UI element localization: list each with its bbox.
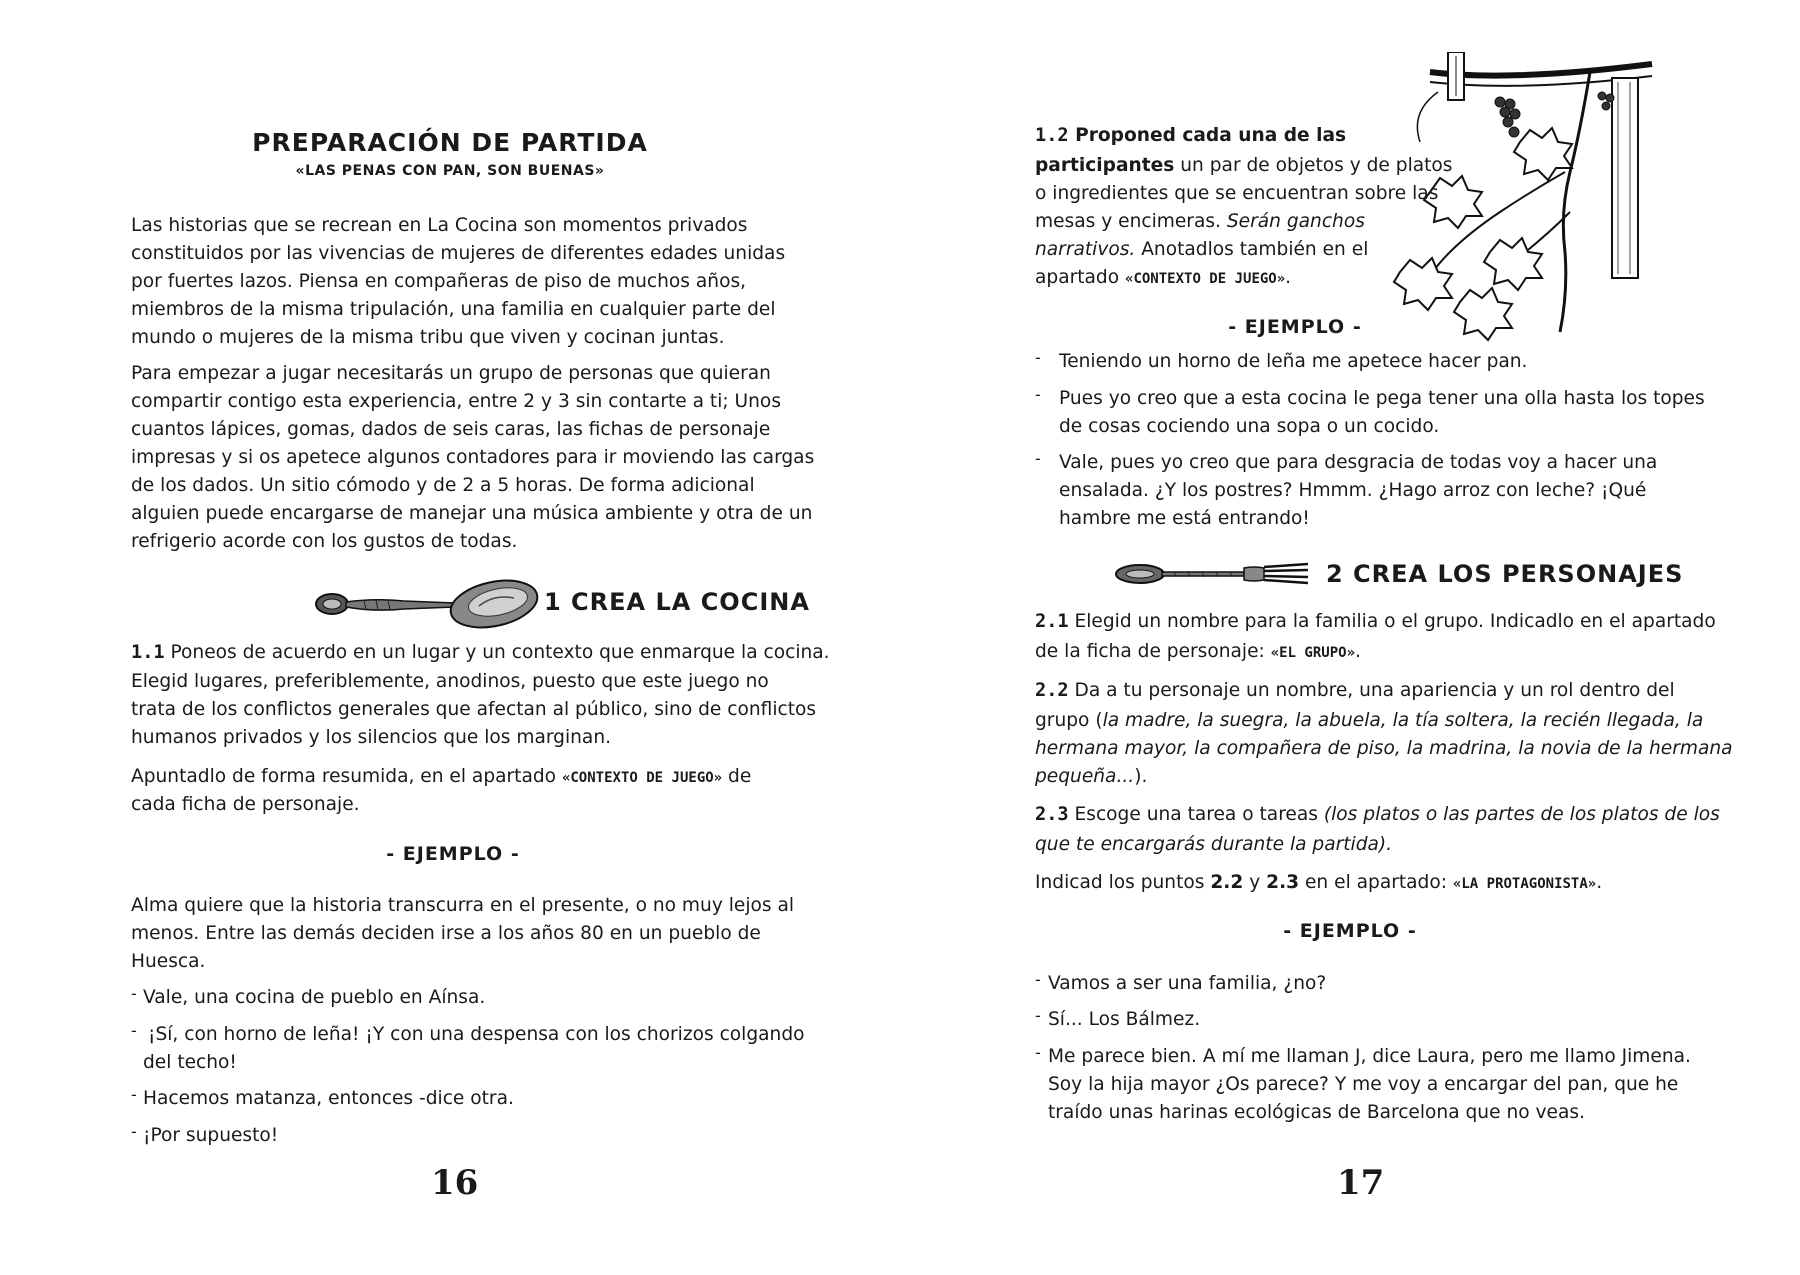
example-line: Pues yo creo que a esta cocina le pega tener una olla hasta los topes — [1059, 388, 1705, 409]
play-line: alguien puede encargarse de manejar una música ambiente y otra de un — [131, 503, 813, 524]
s23-line — [1035, 831, 1392, 859]
s23-italic-text: (los platos o las partes de los platos de los — [1323, 804, 1720, 825]
dash-mark: - — [1035, 449, 1041, 468]
intro-line: mundo o mujeres de la misma tribu que viven y cocinan juntas. — [131, 327, 725, 348]
example-line: menos. Entre las demás deciden irse a los años 80 en un pueblo de — [131, 923, 761, 944]
s12-italic-text: Serán ganchos — [1226, 211, 1365, 232]
dash-mark: - — [1035, 385, 1041, 404]
fork-icon — [1114, 556, 1310, 592]
s22-line — [1035, 677, 1675, 705]
s21-text: de la ficha de personaje: — [1035, 641, 1271, 662]
indicad-number: 2.2 — [1210, 872, 1244, 893]
example-line: Teniendo un horno de leña me apetece hacer pan. — [1059, 351, 1528, 372]
play-line: cuantos lápices, gomas, dados de seis caras, las fichas de personaje — [131, 419, 771, 440]
s21-number: 2.1 — [1035, 611, 1069, 632]
s12-line — [1035, 264, 1291, 293]
dialogue-line: Sí... Los Bálmez. — [1048, 1009, 1201, 1030]
dash-mark: - — [1035, 1006, 1041, 1025]
dash-mark: - — [1035, 348, 1041, 367]
dash-mark: - — [1035, 1043, 1041, 1062]
indicad-line — [1035, 869, 1602, 898]
s22-italic-text: la madre, la suegra, la abuela, la tía soltera, la recién llegada, la — [1102, 710, 1704, 731]
dash-mark: - — [1035, 970, 1041, 989]
s22-line — [1035, 707, 1703, 735]
dash-mark: - — [131, 984, 137, 1003]
ejemplo-heading: - EJEMPLO - — [386, 843, 520, 865]
s22-text: ). — [1134, 766, 1148, 787]
s22-number: 2.2 — [1035, 680, 1069, 701]
dash-mark: - — [131, 1122, 137, 1141]
s12-text: . — [1285, 267, 1292, 288]
play-line: impresas y si os apetece algunos contadores para ir moviendo las cargas — [131, 447, 815, 468]
s12-line — [1035, 122, 1346, 150]
dialogue-line: del techo! — [143, 1052, 237, 1073]
s23-number: 2.3 — [1035, 804, 1069, 825]
example-line: Huesca. — [131, 951, 206, 972]
contexto-tag: «CONTEXTO DE JUEGO» — [561, 770, 723, 786]
s21-line — [1035, 638, 1361, 667]
s22-italic-text: hermana mayor, la compañera de piso, la madrina, la novia de la hermana — [1035, 738, 1733, 759]
dialogue-line: Vale, una cocina de pueblo en Aínsa. — [143, 987, 486, 1008]
s23-text: Escoge una tarea o tareas — [1068, 804, 1324, 825]
dialogue-line: ¡Sí, con horno de leña! ¡Y con una despensa con los chorizos colgando — [148, 1024, 805, 1045]
s11-line: trata de los conflictos generales que afectan al público, sino de conflictos — [131, 699, 817, 720]
dialogue-line: ¡Por supuesto! — [143, 1125, 279, 1146]
ejemplo-heading: - EJEMPLO - — [1283, 920, 1417, 942]
s12-text: mesas y encimeras. — [1035, 211, 1227, 232]
indicad-text: en el apartado: — [1299, 872, 1453, 893]
indicad-text: . — [1596, 872, 1603, 893]
intro-line: por fuertes lazos. Piensa en compañeras de piso de muchos años, — [131, 271, 747, 292]
s12-line: o ingredientes que se encuentran sobre las — [1035, 183, 1439, 204]
dash-mark: - — [131, 1085, 137, 1104]
apuntad-line: cada ficha de personaje. — [131, 794, 360, 815]
dialogue-line: Vamos a ser una familia, ¿no? — [1048, 973, 1327, 994]
s12-line — [1035, 208, 1365, 236]
spoon-icon — [314, 576, 544, 632]
apuntad-text: de — [722, 766, 752, 787]
dash-mark: - — [131, 1021, 137, 1040]
dialogue-line: Soy la hija mayor ¿Os parece? Y me voy a encargar del pan, que he — [1048, 1074, 1679, 1095]
s22-text: grupo ( — [1035, 710, 1103, 731]
example-line: Vale, pues yo creo que para desgracia de todas voy a hacer una — [1059, 452, 1658, 473]
section-heading-1: 1 CREA LA COCINA — [544, 588, 810, 616]
play-line: compartir contigo esta experiencia, entre 2 y 3 sin contarte a ti; Unos — [131, 391, 782, 412]
s11-text: Poneos de acuerdo en un lugar y un contexto que enmarque la cocina. — [164, 642, 830, 663]
s12-line — [1035, 236, 1368, 264]
s22-line — [1035, 763, 1147, 791]
s12-number: 1.2 — [1035, 125, 1069, 146]
s21-line — [1035, 608, 1716, 636]
s23-line — [1035, 801, 1720, 829]
s12-text: un par de objetos y de platos — [1174, 155, 1453, 176]
intro-line: constituidos por las vivencias de mujeres de diferentes edades unidas — [131, 243, 786, 264]
example-line: ensalada. ¿Y los postres? Hmmm. ¿Hago arroz con leche? ¡Qué — [1059, 480, 1647, 501]
s12-bold-text: Proponed cada una de las — [1068, 125, 1347, 146]
ejemplo-heading: - EJEMPLO - — [1228, 316, 1362, 338]
right-page — [900, 0, 1800, 1275]
s12-text: apartado — [1035, 267, 1126, 288]
s11-number: 1.1 — [131, 642, 165, 663]
example-line: hambre me está entrando! — [1059, 508, 1310, 529]
contexto-tag: «CONTEXTO DE JUEGO» — [1125, 271, 1286, 287]
example-line: Alma quiere que la historia transcurra en el presente, o no muy lejos al — [131, 895, 795, 916]
s12-bold-text: participantes — [1035, 155, 1175, 176]
s11-line: humanos privados y los silencios que los marginan. — [131, 727, 612, 748]
example-line: de cosas cociendo una sopa o un cocido. — [1059, 416, 1440, 437]
play-line: refrigerio acorde con los gustos de todas. — [131, 531, 518, 552]
s21-text: . — [1355, 641, 1361, 662]
s22-italic-text: pequeña... — [1035, 766, 1135, 787]
page-number: 16 — [431, 1163, 479, 1203]
s12-italic-text: narrativos. — [1035, 239, 1136, 260]
dialogue-line: traído unas harinas ecológicas de Barcelona que no veas. — [1048, 1102, 1585, 1123]
indicad-text: y — [1243, 872, 1267, 893]
section-heading-2: 2 CREA LOS PERSONAJES — [1326, 560, 1684, 588]
dialogue-line: Me parece bien. A mí me llaman J, dice Laura, pero me llamo Jimena. — [1048, 1046, 1691, 1067]
indicad-text: Indicad los puntos — [1035, 872, 1211, 893]
s11-line — [131, 639, 830, 667]
page-number: 17 — [1337, 1163, 1385, 1203]
s12-text: Anotadlos también en el — [1135, 239, 1369, 260]
s22-line — [1035, 735, 1733, 763]
apuntad-line — [131, 763, 751, 792]
page-subtitle: «LAS PENAS CON PAN, SON BUENAS» — [295, 163, 605, 179]
intro-line: miembros de la misma tripulación, una familia en cualquier parte del — [131, 299, 776, 320]
dialogue-line: Hacemos matanza, entonces -dice otra. — [143, 1088, 514, 1109]
play-line: Para empezar a jugar necesitarás un grupo de personas que quieran — [131, 363, 771, 384]
s12-line — [1035, 152, 1453, 180]
intro-line: Las historias que se recrean en La Cocina son momentos privados — [131, 215, 748, 236]
s21-text: Elegid un nombre para la familia o el grupo. Indicadlo en el apartado — [1068, 611, 1716, 632]
apuntad-text: Apuntadlo de forma resumida, en el apartado — [131, 766, 562, 787]
indicad-number: 2.3 — [1266, 872, 1300, 893]
protagonista-tag: «LA PROTAGONISTA» — [1452, 876, 1597, 892]
page-title: PREPARACIÓN DE PARTIDA — [252, 128, 648, 157]
s22-text: Da a tu personaje un nombre, una apariencia y un rol dentro del — [1068, 680, 1675, 701]
play-line: de los dados. Un sitio cómodo y de 2 a 5 horas. De forma adicional — [131, 475, 755, 496]
s11-line: Elegid lugares, preferiblemente, anodinos, puesto que este juego no — [131, 671, 769, 692]
grupo-tag: «EL GRUPO» — [1270, 645, 1356, 661]
s23-italic-text: que te encargarás durante la partida). — [1035, 834, 1393, 855]
